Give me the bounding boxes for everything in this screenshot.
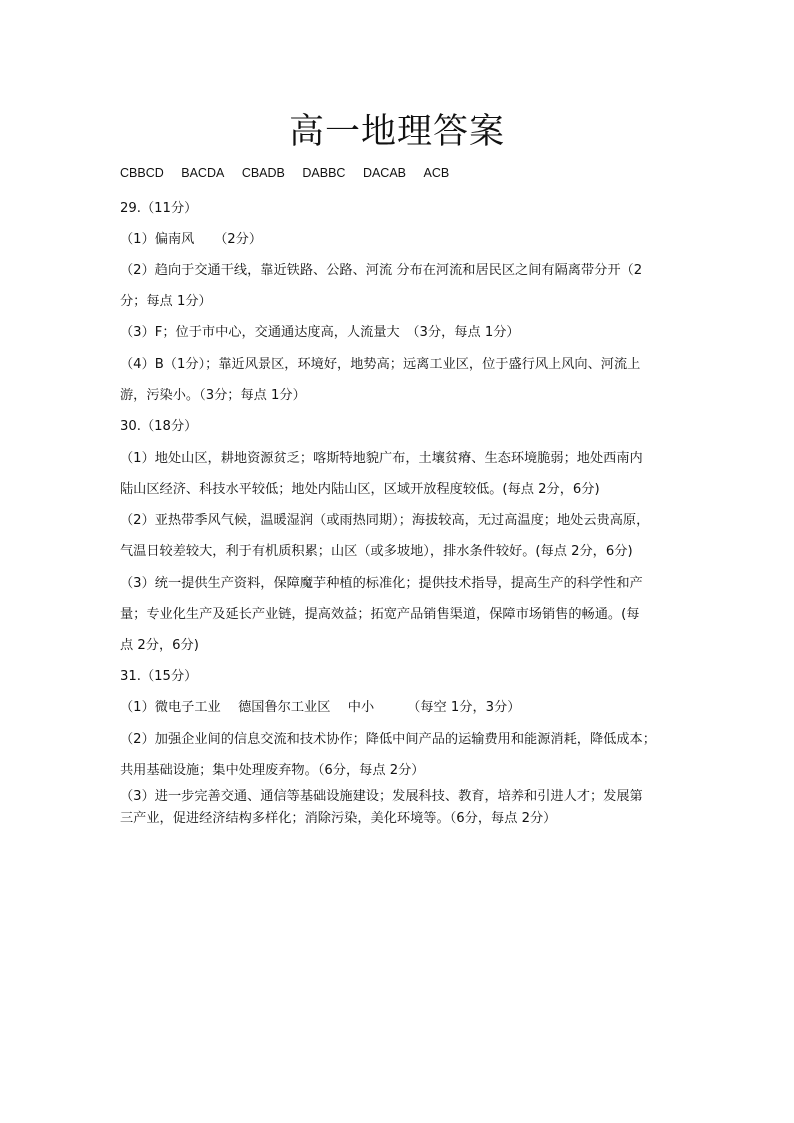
question-29-heading: 29.（11分） <box>120 201 198 216</box>
answer-line: 分；每点 1分） <box>120 294 212 309</box>
answer-line: 气温日较差较大，利于有机质积累；山区（或多坡地），排水条件较好。(每点 2分，6分) <box>120 544 633 559</box>
answer-group: ACB <box>423 166 450 180</box>
answer-line: 陆山区经济、科技水平较低；地处内陆山区，区域开放程度较低。(每点 2分，6分) <box>120 482 600 497</box>
answer-group: BACDA <box>181 166 225 180</box>
answer-group: DABBC <box>302 166 346 180</box>
answer-group: DACAB <box>362 166 407 180</box>
answer-line: （3）统一提供生产资料，保障魔芋种植的标准化；提供技术指导，提高生产的科学性和产 <box>120 576 643 591</box>
answer-line: （1）微电子工业 德国鲁尔工业区 中小 （每空 1分，3分） <box>120 700 521 715</box>
answer-line: （2）亚热带季风气候，温暖湿润（或雨热同期）；海拔较高，无过高温度；地处云贵高原， <box>120 513 650 528</box>
answer-line: （4）B（1分）；靠近风景区，环境好，地势高；远离工业区，位于盛行风上风向、河流上 <box>120 357 641 372</box>
answer-line: （2）加强企业间的信息交流和技术协作；降低中间产品的运输费用和能源消耗，降低成本； <box>120 732 656 747</box>
answer-line: 三产业，促进经济结构多样化；消除污染，美化环境等。（6分，每点 2分） <box>120 811 557 826</box>
answer-line: 游，污染小。（3分；每点 1分） <box>120 388 306 403</box>
answer-line: （2）趋向于交通干线，靠近铁路、公路、河流 分布在河流和居民区之间有隔离带分开（2 <box>120 263 643 278</box>
question-30-heading: 30.（18分） <box>120 419 198 434</box>
answer-line: （3）进一步完善交通、通信等基础设施建设；发展科技、教育，培养和引进人才；发展第 <box>120 789 643 804</box>
answer-line: （1）偏南风 （2分） <box>120 232 263 247</box>
question-31-heading: 31.（15分） <box>120 669 198 684</box>
answer-line: 点 2分，6分) <box>120 638 199 653</box>
answer-line: （1）地处山区，耕地资源贫乏；喀斯特地貌广布，土壤贫瘠、生态环境脆弱；地处西南内 <box>120 451 643 466</box>
answer-line: （3）F；位于市中心，交通通达度高，人流量大 （3分，每点 1分） <box>120 325 520 340</box>
answer-group: CBBCD <box>120 166 164 180</box>
answer-line: 共用基础设施；集中处理废弃物。（6分，每点 2分） <box>120 763 425 778</box>
answer-group: CBADB <box>241 166 285 180</box>
answer-line: 量；专业化生产及延长产业链，提高效益；拓宽产品销售渠道，保障市场销售的畅通。(每 <box>120 607 640 622</box>
multiple-choice-answers <box>120 166 463 180</box>
page-title: 高一地理答案 <box>288 112 505 152</box>
